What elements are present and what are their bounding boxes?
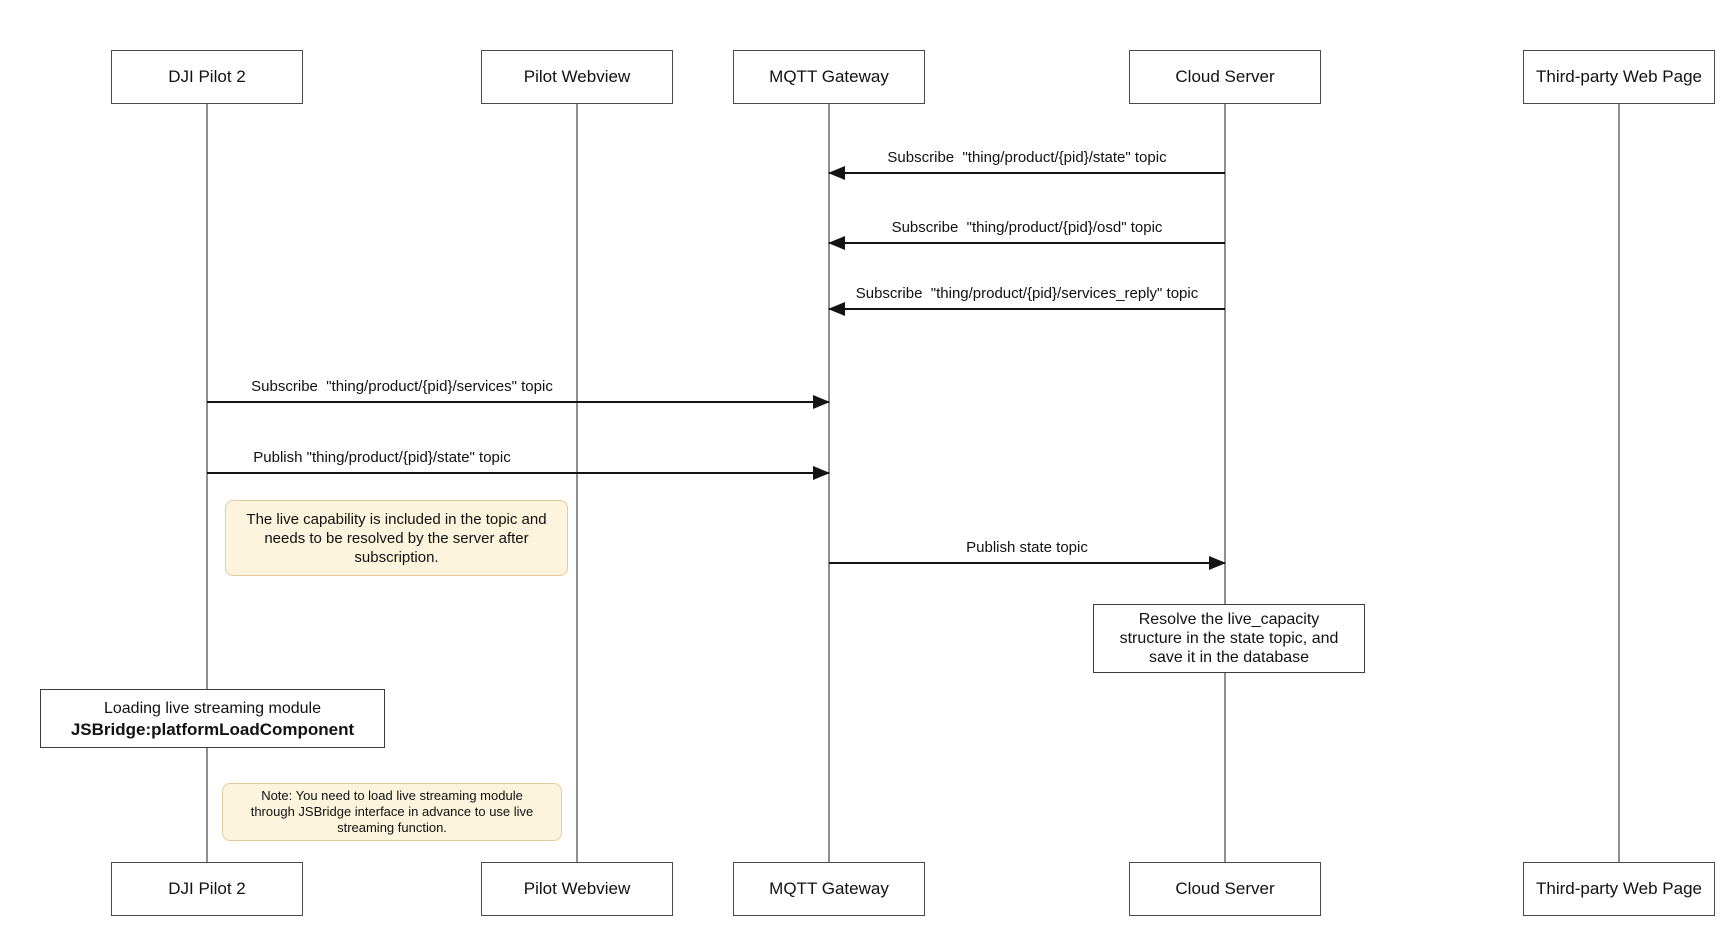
- message-arrow: [829, 172, 1225, 175]
- message-label: Publish "thing/product/{pid}/state" topic: [253, 449, 511, 466]
- message-subscribe-osd-topic: [829, 212, 1225, 244]
- arrowhead-left-icon: [828, 166, 845, 180]
- actor-label: Third-party Web Page: [1536, 879, 1702, 898]
- lifeline-pilot-webview: [576, 104, 578, 862]
- message-label: Publish state topic: [966, 539, 1088, 556]
- actor-label: Cloud Server: [1175, 879, 1275, 898]
- note-line: through JSBridge interface in advance to use live: [250, 804, 534, 819]
- message-subscribe-state-topic: [829, 142, 1225, 174]
- actor-mqtt-gateway-bottom: [733, 862, 925, 916]
- message-publish-state-topic: [207, 442, 829, 474]
- actor-dji-pilot-2-bottom: [111, 862, 303, 916]
- arrowhead-right-icon: [1209, 556, 1226, 570]
- message-subscribe-services-reply-topic: [829, 278, 1225, 310]
- note-load-streaming-module: [222, 783, 562, 841]
- message-label: Subscribe "thing/product/{pid}/state" topic: [887, 149, 1167, 166]
- message-arrow: [829, 308, 1225, 311]
- lifeline-dji-pilot-2: [206, 104, 208, 862]
- actor-mqtt-gateway-top: [733, 50, 925, 104]
- actor-label: Third-party Web Page: [1536, 67, 1702, 86]
- actor-label: Pilot Webview: [523, 879, 631, 898]
- actor-cloud-server-top: [1129, 50, 1321, 104]
- actor-dji-pilot-2-top: [111, 50, 303, 104]
- note-line: Note: You need to load live streaming module: [261, 788, 523, 803]
- actor-third-party-web-page-bottom: [1523, 862, 1715, 916]
- note-live-capability: [225, 500, 568, 576]
- message-arrow: [207, 472, 829, 475]
- actor-label: DJI Pilot 2: [168, 67, 246, 86]
- actor-label: MQTT Gateway: [769, 879, 889, 898]
- actor-pilot-webview-bottom: [481, 862, 673, 916]
- message-label: Subscribe "thing/product/{pid}/services" topic: [251, 378, 553, 395]
- actor-cloud-server-bottom: [1129, 862, 1321, 916]
- note-line: needs to be resolved by the server after: [264, 529, 529, 547]
- process-box-loading-streaming-module: [40, 689, 385, 748]
- message-arrow: [829, 242, 1225, 245]
- message-publish-state-topic-to-cloud: [829, 532, 1225, 564]
- message-arrow: [207, 401, 829, 404]
- lifeline-third-party-web-page: [1618, 104, 1620, 862]
- process-line: Resolve the live_capacity: [1138, 611, 1320, 628]
- process-line: Loading live streaming module: [103, 699, 321, 717]
- process-line: structure in the state topic, and: [1119, 630, 1339, 647]
- actor-label: Pilot Webview: [523, 67, 631, 86]
- process-box-resolve-live-capacity: [1093, 604, 1365, 673]
- actor-label: DJI Pilot 2: [168, 879, 246, 898]
- arrowhead-left-icon: [828, 302, 845, 316]
- arrowhead-left-icon: [828, 236, 845, 250]
- note-line: subscription.: [354, 548, 439, 566]
- actor-label: Cloud Server: [1175, 67, 1275, 86]
- message-subscribe-services-topic: [207, 371, 829, 403]
- note-line: The live capability is included in the topic and: [246, 510, 547, 528]
- note-line: streaming function.: [337, 820, 447, 835]
- arrowhead-right-icon: [813, 466, 830, 480]
- arrowhead-right-icon: [813, 395, 830, 409]
- process-line: save it in the database: [1148, 649, 1310, 666]
- message-label: Subscribe "thing/product/{pid}/osd" topic: [891, 219, 1163, 236]
- actor-third-party-web-page-top: [1523, 50, 1715, 104]
- message-arrow: [829, 562, 1225, 565]
- actor-pilot-webview-top: [481, 50, 673, 104]
- process-line-jsbridge: JSBridge:platformLoadComponent: [70, 719, 355, 739]
- message-label: Subscribe "thing/product/{pid}/services_reply" topic: [855, 285, 1199, 302]
- actor-label: MQTT Gateway: [769, 67, 889, 86]
